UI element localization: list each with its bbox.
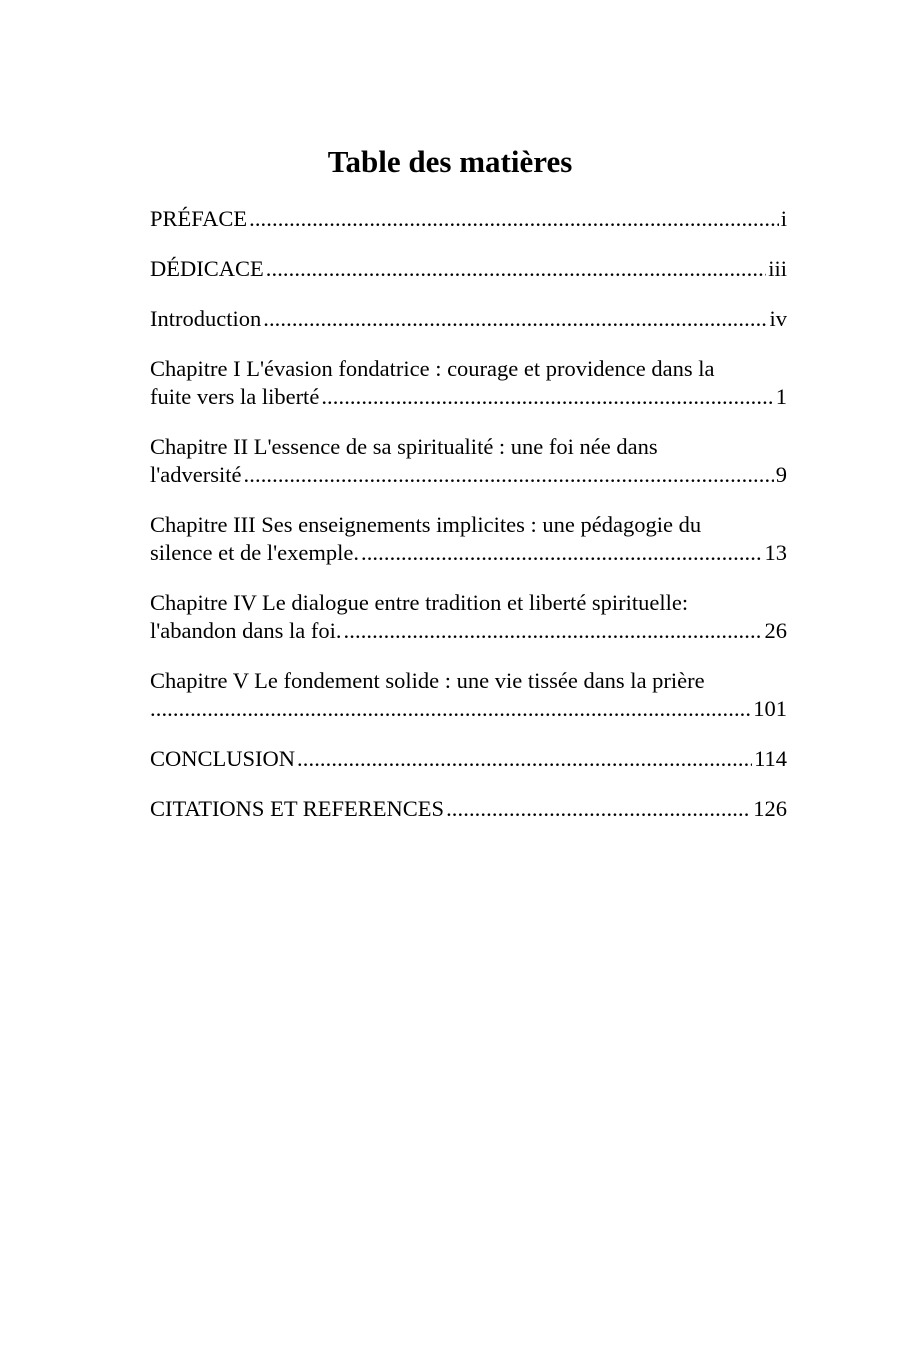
toc-entry-title-line-1: Chapitre V Le fondement solide : une vie tissée dans la prière [150,668,705,693]
toc-entry-introduction [150,305,787,333]
toc-entry-title-line-1: Chapitre IV Le dialogue entre tradition et liberté spirituelle: [150,590,689,615]
table-of-contents [150,205,787,845]
toc-entry-dedicace [150,255,787,283]
toc-entry-line [150,795,787,823]
dot-leader [249,205,779,233]
toc-entry-title: PRÉFACE [150,206,248,231]
toc-entry-title: Introduction [150,306,262,331]
dot-leader [244,461,774,489]
toc-entry-page-number: 1 [775,384,787,409]
toc-entry-line [150,205,787,233]
toc-entry-line [150,305,787,333]
page-title: Table des matières [327,144,573,179]
dot-leader [321,383,773,411]
toc-entry-page-number: iii [768,256,787,281]
toc-entry-page-number: 126 [753,796,787,821]
toc-entry-page-number: 9 [775,462,787,487]
toc-entry-chapitre-1 [150,355,787,411]
toc-entry-page-number: 13 [764,540,787,565]
toc-entry-page-number: 101 [753,696,787,721]
toc-entry-line [150,383,787,411]
toc-entry-line [150,695,787,723]
toc-entry-title: CONCLUSION [150,746,296,771]
toc-entry-title-line-2: fuite vers la liberté [150,384,320,409]
toc-entry-title-line-1: Chapitre I L'évasion fondatrice : courage et providence dans la [150,356,715,381]
toc-entry-preface [150,205,787,233]
toc-entry-title-line-2: silence et de l'exemple. [150,540,359,565]
toc-entry-title: CITATIONS ET REFERENCES [150,796,445,821]
dot-leader [266,255,766,283]
toc-entry-title-line-2: l'abandon dans la foi. [150,618,342,643]
toc-entry-chapitre-4 [150,589,787,645]
toc-entry-title-line-1: Chapitre II L'essence de sa spiritualité : une foi née dans [150,434,658,459]
dot-leader [446,795,751,823]
toc-entry-chapitre-5 [150,667,787,723]
toc-entry-title-line-2: l'adversité [150,462,242,487]
toc-entry-chapitre-2 [150,433,787,489]
toc-entry-title-line-1: Chapitre III Ses enseignements implicites : une pédagogie du [150,512,702,537]
toc-entry-line [150,617,787,645]
toc-entry-chapitre-3 [150,511,787,567]
toc-entry-conclusion [150,745,787,773]
toc-entry-page-number: 114 [754,746,787,771]
dot-leader [150,695,751,723]
dot-leader [297,745,752,773]
toc-entry-line [150,539,787,567]
dot-leader [361,539,763,567]
toc-entry-page-number: 26 [764,618,787,643]
toc-entry-line [150,745,787,773]
toc-entry-page-number: iv [769,306,787,331]
toc-entry-title: DÉDICACE [150,256,264,281]
dot-leader [344,617,763,645]
dot-leader [263,305,767,333]
toc-entry-citations [150,795,787,823]
toc-entry-line [150,461,787,489]
toc-entry-page-number: i [780,206,787,231]
toc-entry-line [150,255,787,283]
